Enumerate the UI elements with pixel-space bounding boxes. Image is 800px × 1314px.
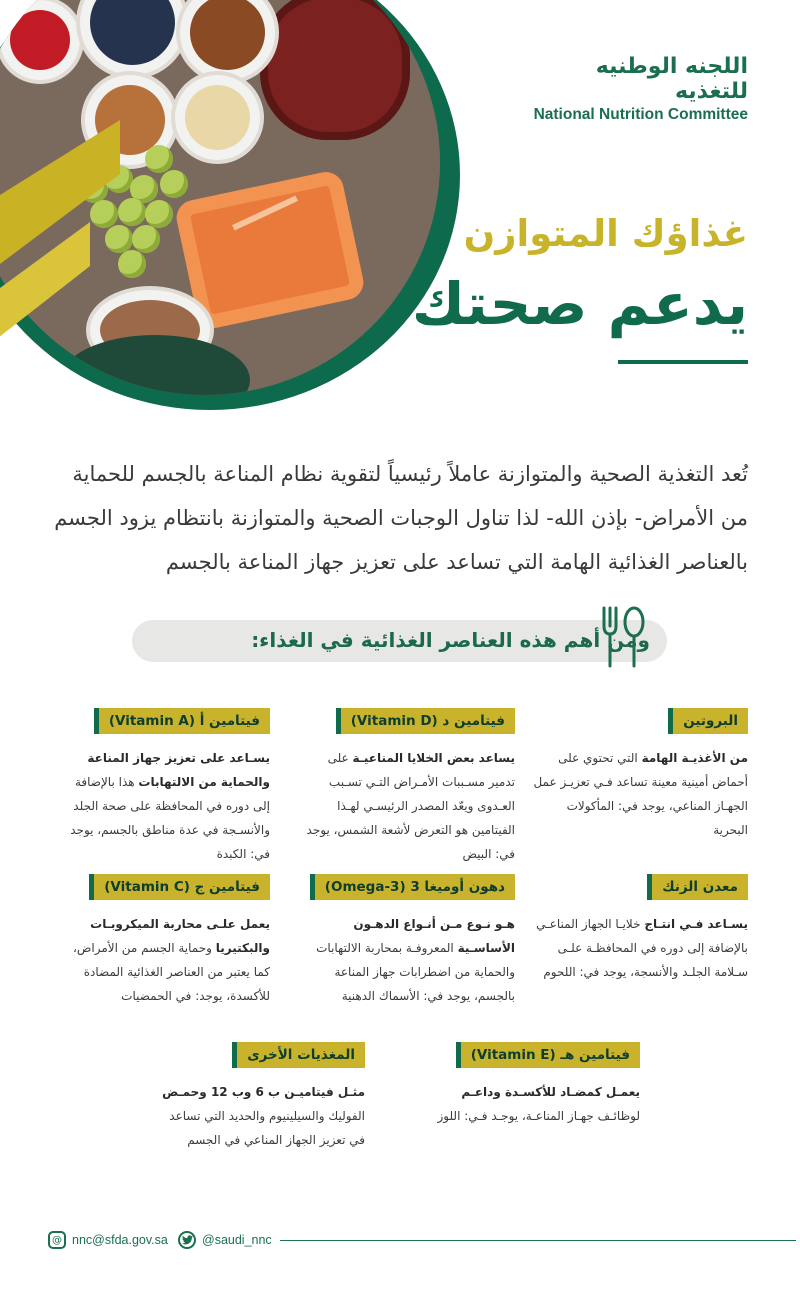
footer [48, 1228, 748, 1252]
card-protein-tag: البروتين [668, 708, 748, 734]
footer-email[interactable] [48, 1228, 168, 1252]
card-vitamin-a-tag: فيتامين أ (Vitamin A) [94, 708, 270, 734]
card-vitamin-c-tag: فيتامين ج (Vitamin C) [89, 874, 270, 900]
intro-paragraph: تُعد التغذية الصحية والمتوازنة عاملاً رئيسياً لتقوية نظام المناعة بالجسم للحماية من الأمراض- بإذن الله- لذا تناول الوجبات الصحية والمتوازنة بانتظام يزود الجسم بالعناصر الغذائية الهامة التي تساعد على تعزيز جهاز المناعة بالجسم [54, 462, 748, 574]
card-zinc-tag: معدن الزنك [647, 874, 748, 900]
title-divider [618, 360, 748, 364]
footer-email-text[interactable]: nnc@sfda.gov.sa [72, 1233, 168, 1247]
logo-english: National Nutrition Committee [533, 106, 748, 123]
footer-twitter[interactable] [178, 1228, 272, 1252]
card-other-nutrients-tag: المغذيات الأخرى [232, 1042, 365, 1068]
footer-twitter-text[interactable]: @saudi_nnc [202, 1233, 272, 1247]
card-omega3-tag: دهون أوميغا 3 (Omega-3) [310, 874, 515, 900]
card-omega3-body: هـو نـوع مـن أنـواع الدهـون الأساسـية المعروفـة بمحاربة الالتهابات والحماية من اضطرابات جهاز المناعة بالجسم، يوجد في: الأسماك الدهنية [316, 917, 515, 1003]
card-vitamin-a-body: يسـاعد على تعزيز جهاز المناعة والحماية من الالتهابات هذا بالإضافة إلى دوره في المحافظة على صحة الجلد والأنسـجة في عدة مناطق بالجسم، يوجد في: الكبدة [70, 751, 270, 861]
card-protein-body: من الأغذيـة الهامة التي تحتوي على أحماض أمينية معينة تساعد فـي تعزيـز عمل الجهـاز المناعي، يوجد في: المأكولات البحرية [533, 751, 748, 837]
card-other-nutrients-body: مثـل فيتاميـن ب 6 وب 12 وحمـض الفوليك والسيلينيوم والحديد التي تساعد في تعزيز الجهاز المناعي في الجسم [162, 1085, 365, 1147]
red-meat [260, 0, 410, 140]
headline-line-2: يدعم صحتك [411, 270, 748, 338]
strawberry-bowl [0, 0, 80, 80]
headline-line-1: غذاؤك المتوازن [463, 212, 748, 255]
card-vitamin-d-tag: فيتامين د (Vitamin D) [336, 708, 515, 734]
footer-divider [280, 1240, 796, 1241]
twitter-icon [178, 1231, 196, 1249]
hero-food-image [0, 0, 460, 420]
email-icon: @ [48, 1231, 66, 1249]
card-vitamin-c-body: يعمل علـى محاربة الميكروبـات والبكتيريا وحماية الجسم من الأمراض، كما يعتبر من العناصر الغذائية المضادة للأكسدة، يوجد: في الحمضيات [72, 917, 270, 1003]
logo-arabic: اللجنه الوطنيه للتغذيه [595, 54, 748, 104]
cashew-bowl [175, 75, 260, 160]
card-vitamin-e-tag: فيتامين هـ (Vitamin E) [456, 1042, 640, 1068]
section-heading: ومن أهم هذه العناصر الغذائية في الغذاء: [251, 628, 650, 652]
card-vitamin-d-body: يساعد بعض الخلايا المناعيـة على تدمير مسـببات الأمـراض التـي تسـبب العـدوى ويعّد المصدر الرئيسـي لهـذا الفيتامين هو التعرض لأشعة الشمس، يوجد في: البيض [306, 751, 515, 861]
nnc-logo [518, 54, 748, 124]
fork-spoon-icon [598, 604, 648, 670]
card-zinc-body: يسـاعد فـي انتـاج خلايـا الجهاز المناعـي بالإضافة إلى دوره في المحافظـة علـى سـلامة الجلـد والأنسجة، يوجد في: اللحوم [536, 917, 748, 979]
card-vitamin-e-body: يعمـل كمضـاد للأكسـدة وداعـم لوظائـف جهـاز المناعـة، يوجـد فـي: اللوز [437, 1085, 640, 1123]
